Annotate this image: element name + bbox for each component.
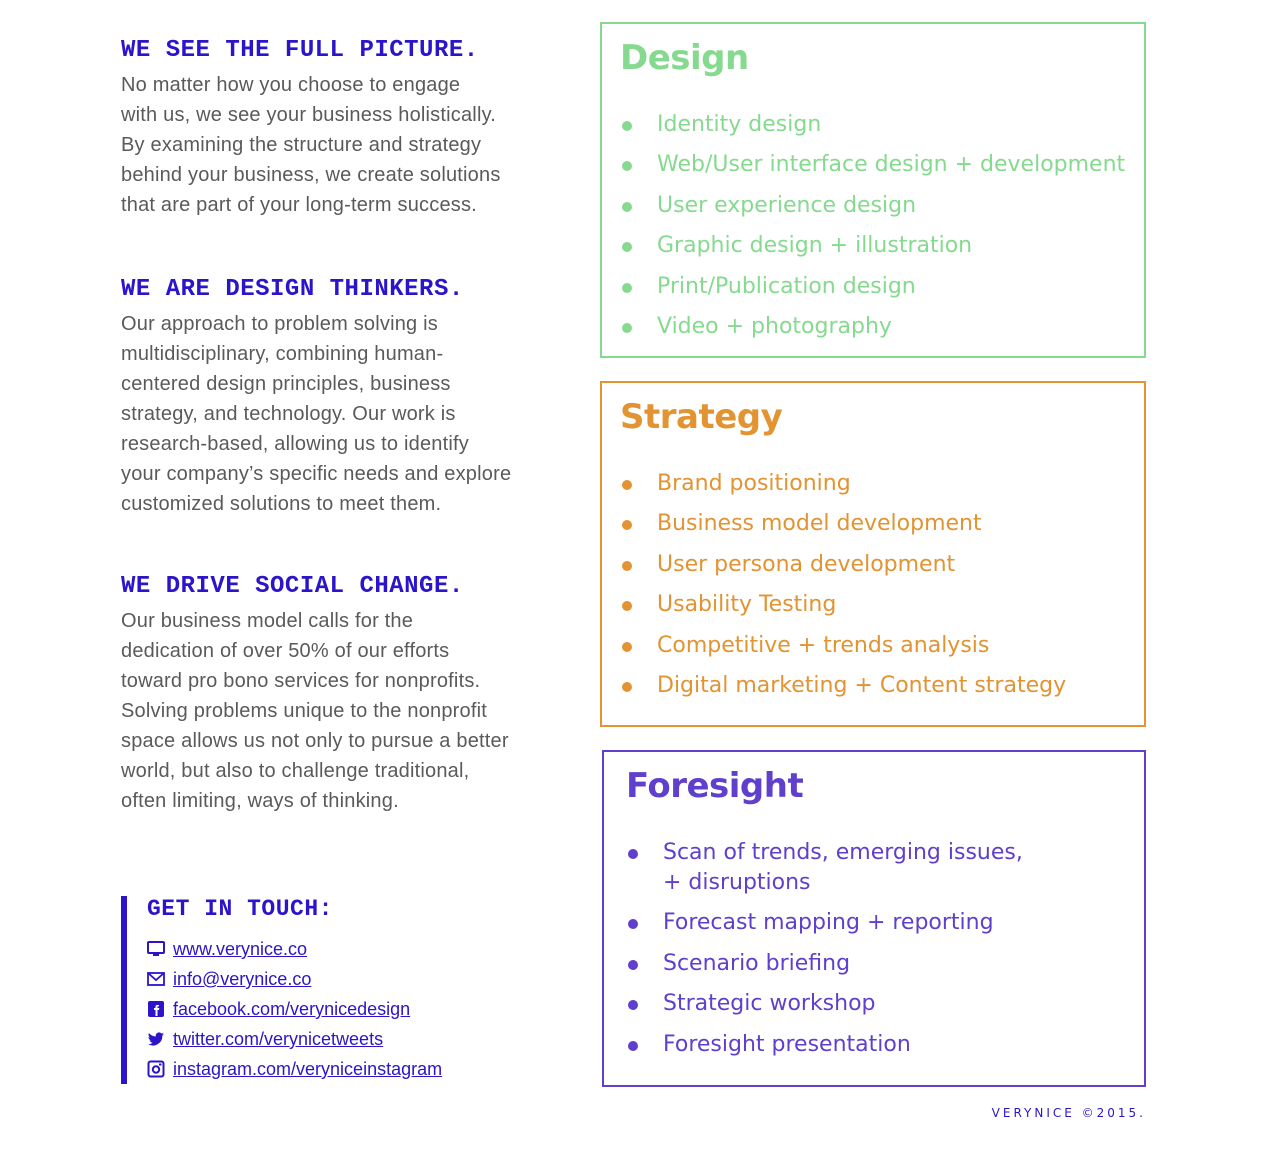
section-body: No matter how you choose to engage with us, we see your business holistically. By examining the structure and strategy behind your business, we create solutions that are part of your long-term success. — [121, 74, 501, 216]
contact-item-facebook — [147, 994, 541, 1024]
contact-item-twitter — [147, 1024, 541, 1054]
section-body: Our approach to problem solving is multidisciplinary, combining human- centered design principles, business strategy, and technology. Our work is research-based, allowing us to identify your company’s specific needs and explore customized solutions to meet them. — [121, 313, 512, 515]
website-link[interactable]: www.verynice.co — [173, 939, 308, 959]
list-item: User experience design — [620, 191, 1144, 221]
foresight-box — [602, 750, 1146, 1087]
contact-heading: GET IN TOUCH: — [147, 896, 333, 922]
contact-block — [121, 896, 541, 1084]
footer-copyright: VERYNICE ©2015. — [991, 1106, 1146, 1120]
strategy-box — [600, 381, 1146, 727]
list-item: Scenario briefing — [626, 949, 1144, 979]
list-item: Identity design — [620, 110, 1144, 140]
list-item: Digital marketing + Content strategy — [620, 671, 1144, 701]
list-item: Web/User interface design + development — [620, 150, 1144, 180]
twitter-link[interactable]: twitter.com/verynicetweets — [173, 1029, 384, 1049]
design-list — [620, 110, 1144, 342]
design-title: Design — [620, 38, 749, 78]
list-item: Video + photography — [620, 312, 1144, 342]
list-item: Scan of trends, emerging issues, + disruptions — [626, 838, 1144, 898]
list-item: Print/Publication design — [620, 272, 1144, 302]
section-heading: WE SEE THE FULL PICTURE. — [121, 37, 479, 64]
strategy-list — [620, 469, 1144, 701]
instagram-link[interactable]: instagram.com/veryniceinstagram — [173, 1059, 443, 1079]
section-body: Our business model calls for the dedication of over 50% of our efforts toward pro bono services for nonprofits. Solving problems unique to the nonprofit space allows us not only to pursue a better world, but also to challenge traditional, often limiting, ways of thinking. — [121, 610, 509, 812]
section-heading: WE ARE DESIGN THINKERS. — [121, 276, 464, 303]
list-item: Foresight presentation — [626, 1030, 1144, 1060]
contact-item-instagram — [147, 1054, 541, 1084]
contact-links — [147, 934, 541, 1084]
envelope-icon — [147, 970, 165, 988]
list-item: Forecast mapping + reporting — [626, 908, 1144, 938]
section-design-thinkers — [121, 273, 571, 519]
facebook-link[interactable]: facebook.com/verynicedesign — [173, 999, 411, 1019]
instagram-icon — [147, 1060, 165, 1078]
list-item: User persona development — [620, 550, 1144, 580]
section-social-change — [121, 570, 571, 816]
strategy-title: Strategy — [620, 397, 783, 437]
foresight-title: Foresight — [626, 766, 804, 806]
list-item: Brand positioning — [620, 469, 1144, 499]
list-item: Graphic design + illustration — [620, 231, 1144, 261]
facebook-icon — [147, 1000, 165, 1018]
monitor-icon — [147, 940, 165, 958]
section-heading: WE DRIVE SOCIAL CHANGE. — [121, 573, 464, 600]
list-item: Competitive + trends analysis — [620, 631, 1144, 661]
contact-item-website — [147, 934, 541, 964]
design-box — [600, 22, 1146, 358]
twitter-icon — [147, 1030, 165, 1048]
list-item: Strategic workshop — [626, 989, 1144, 1019]
section-full-picture — [121, 34, 571, 220]
email-link[interactable]: info@verynice.co — [173, 969, 312, 989]
foresight-list — [626, 838, 1144, 1060]
contact-item-email — [147, 964, 541, 994]
list-item: Usability Testing — [620, 590, 1144, 620]
list-item: Business model development — [620, 509, 1144, 539]
